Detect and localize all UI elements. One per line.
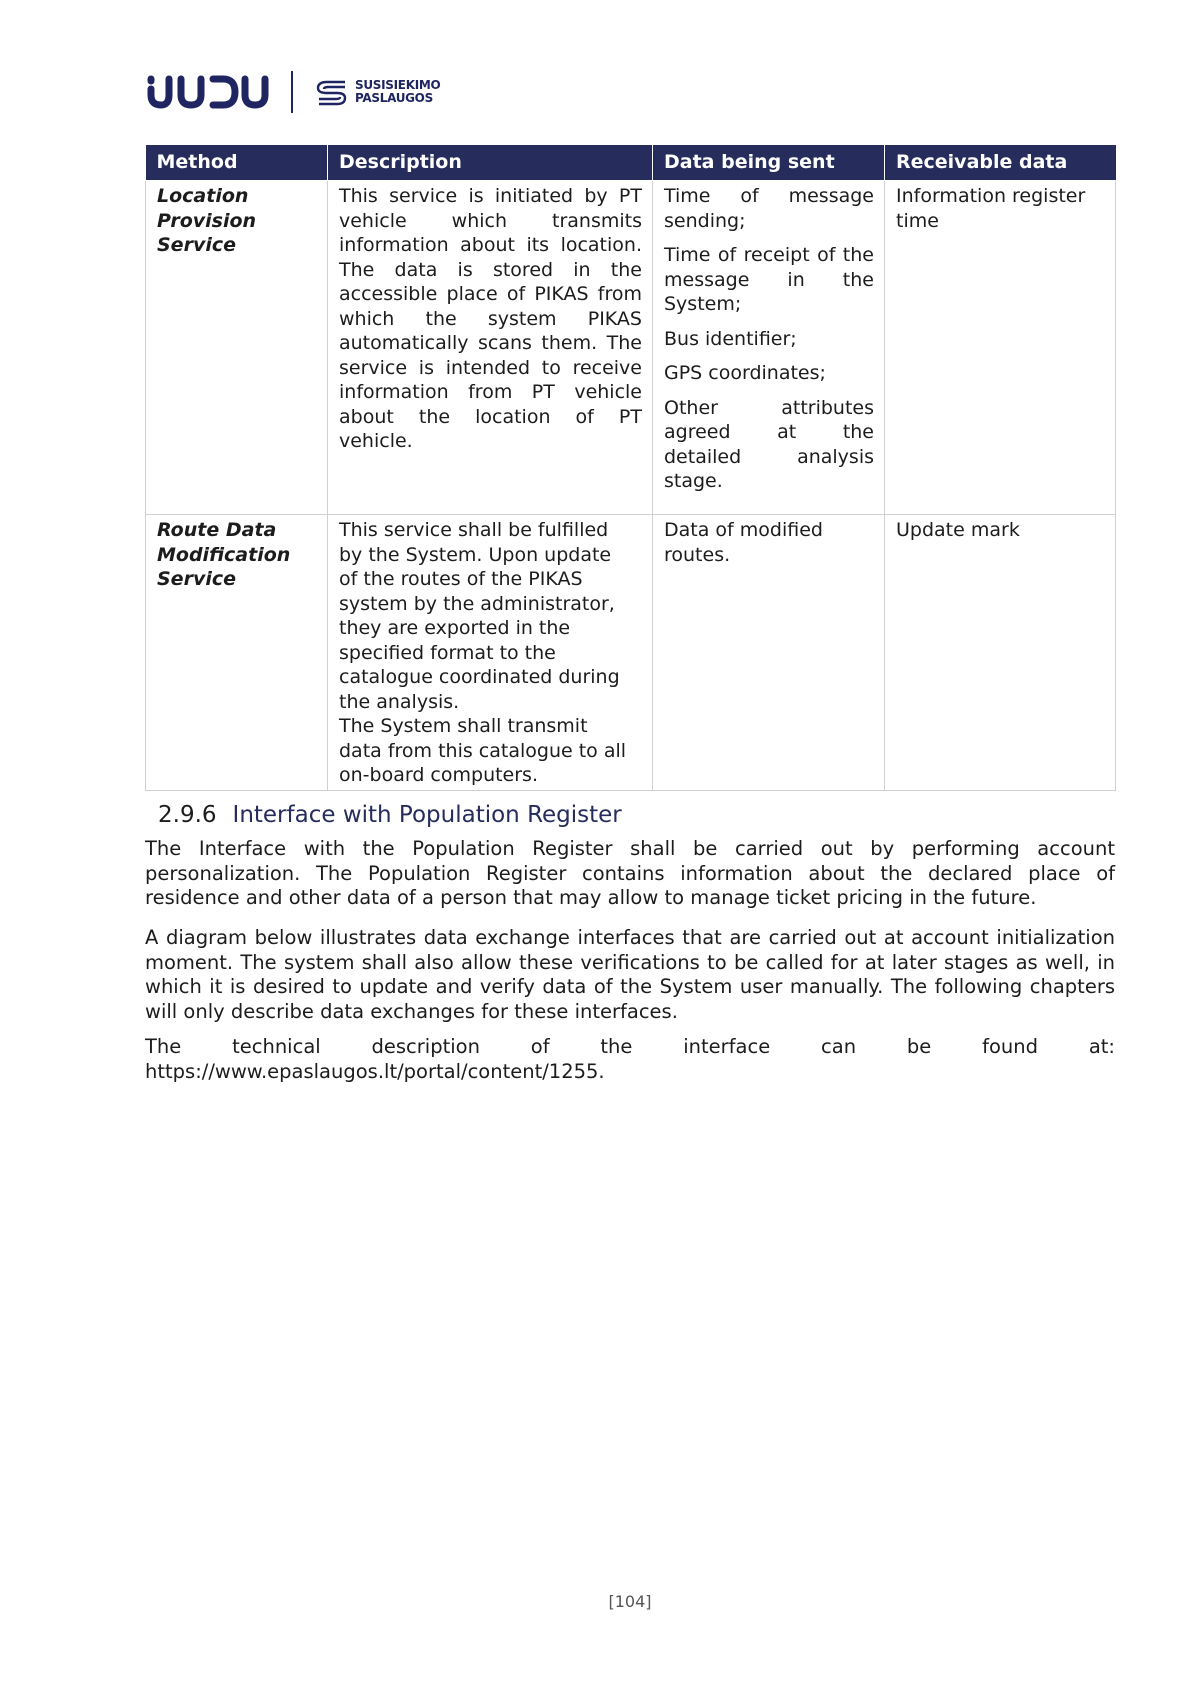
logo-text-line2: PASLAUGOS [355, 91, 433, 105]
data-sent-cell [653, 181, 885, 515]
judu-logo-icon [145, 75, 269, 109]
column-header-description: Description [328, 145, 653, 181]
section-heading [158, 802, 622, 828]
logo-text-line1: SUSISIEKIMO [355, 78, 441, 92]
method-cell [146, 181, 328, 515]
methods-table [145, 145, 1116, 791]
method-name: Location Provision Service [157, 185, 257, 256]
section-number: 2.9.6 [158, 802, 217, 828]
method-name: Route Data Modification Service [157, 519, 291, 590]
header-logo [145, 68, 440, 116]
page-number: [104] [608, 1592, 652, 1611]
data-sent-item: GPS coordinates; [664, 362, 826, 384]
table-header-row [146, 145, 1116, 181]
paragraph: The Interface with the Population Register shall be carried out by performing account personalization. The Population Register contains information about the declared place of residence and other data of a person that may allow to manage ticket pricing in the future. [145, 837, 1115, 909]
description-cell [328, 515, 653, 791]
data-sent-item: Data of modified routes. [664, 519, 823, 566]
data-sent-item: Time of receipt of the message in the System; [664, 244, 874, 315]
paragraph: A diagram below illustrates data exchange interfaces that are carried out at account initialization moment. The system shall also allow these verifications to be called for at later stages as well, in which it is desired to update and verify data of the System user manually. The following chapters will only describe data exchanges for these interfaces. [145, 926, 1115, 1023]
table-row [146, 515, 1116, 791]
column-header-data-sent: Data being sent [653, 145, 885, 181]
data-sent-item: Bus identifier; [664, 327, 797, 350]
susisiekimo-paslaugos-logo [315, 77, 440, 107]
description-cell [328, 181, 653, 515]
column-header-method: Method [146, 145, 328, 181]
receivable-text: Update mark [896, 519, 1020, 541]
description-text: This service shall be fulfilled by the System. Upon update of the routes of the PIKAS system by the administrator, they are exported in the specified format to the catalogue coordinated during the analysis. [339, 519, 620, 713]
data-sent-cell [653, 515, 885, 791]
url-link[interactable]: https://www.epaslaugos.lt/portal/content/1255. [145, 1060, 605, 1083]
paragraph: The technical description of the interface can be found at: [145, 1035, 1115, 1058]
section-title: Interface with Population Register [232, 802, 622, 828]
sp-mark-icon [315, 77, 349, 107]
receivable-text: Information register time [896, 185, 1086, 232]
data-sent-item: Other attributes agreed at the detailed analysis stage. [664, 396, 874, 492]
receivable-cell [885, 515, 1116, 791]
receivable-cell [885, 181, 1116, 515]
method-cell [146, 515, 328, 791]
table-row [146, 181, 1116, 515]
column-header-receivable: Receivable data [885, 145, 1116, 181]
description-text: This service is initiated by PT vehicle which transmits information about its location. The data is stored in the accessible place of PIKAS from which the system PIKAS automatically scans them. The service is intended to receive information from PT vehicle about the location of PT vehicle. [339, 185, 642, 452]
data-sent-item: Time of message sending; [664, 185, 874, 232]
description-text: The System shall transmit data from this catalogue to all on-board computers. [339, 715, 627, 786]
logo-divider [291, 71, 293, 113]
